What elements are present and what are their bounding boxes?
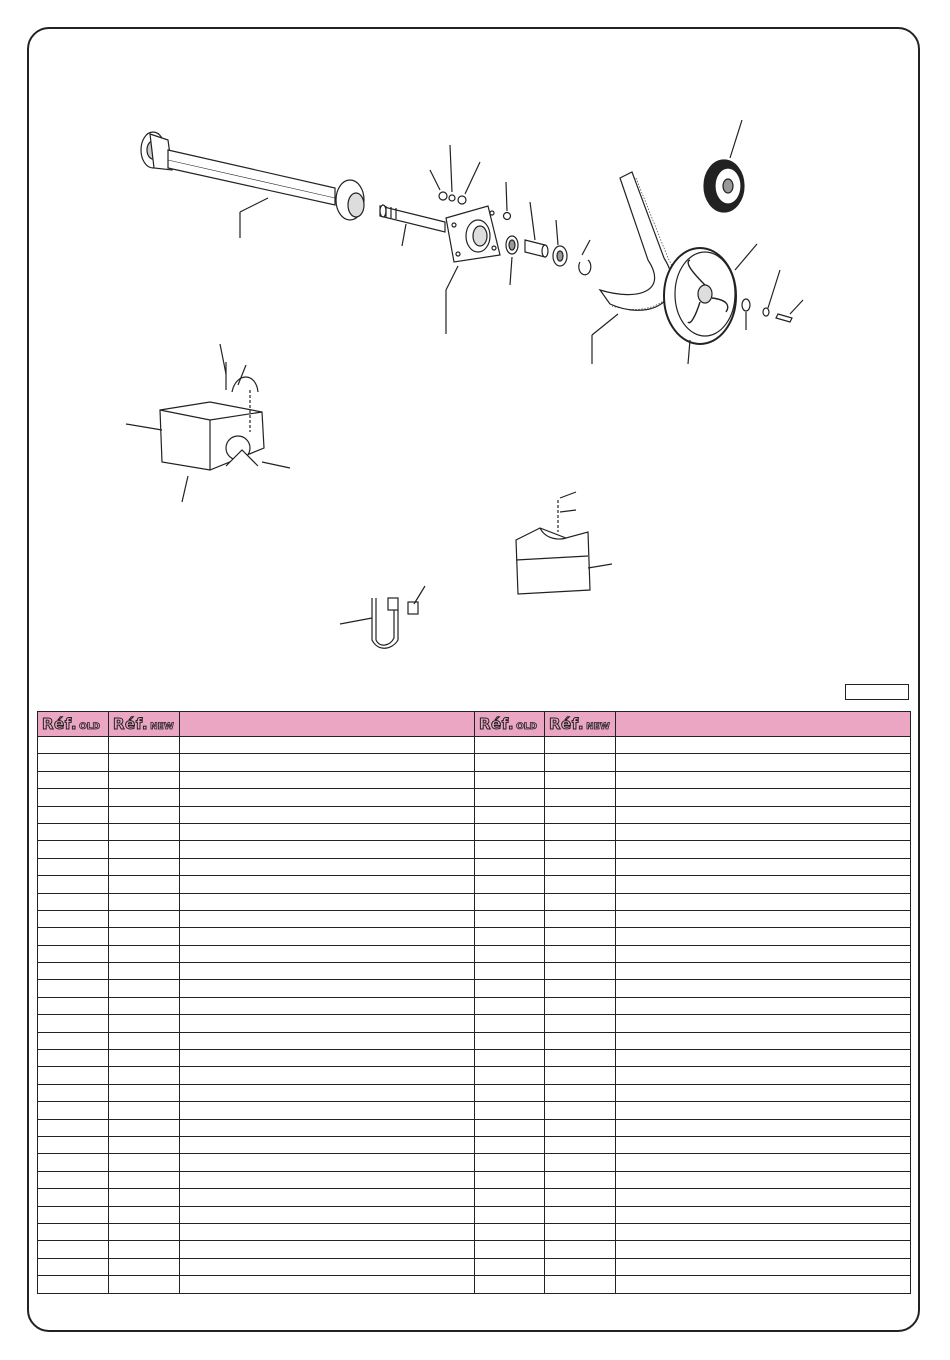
tension-roller-drawing: [704, 120, 744, 212]
table-cell: [180, 1067, 475, 1084]
table-cell: [180, 754, 475, 771]
table-cell: [475, 1015, 545, 1032]
table-cell: [475, 754, 545, 771]
table-cell: [109, 771, 180, 788]
table-cell: [38, 945, 109, 962]
table-row: [38, 980, 911, 997]
table-row: [38, 893, 911, 910]
table-cell: [475, 841, 545, 858]
table-row: [38, 1276, 911, 1293]
table-cell: [180, 737, 475, 754]
table-body: [38, 737, 911, 1294]
parts-table: [37, 711, 911, 1294]
guard-drawing: [126, 344, 290, 502]
table-cell: [109, 893, 180, 910]
table-cell: [545, 1119, 616, 1136]
table-cell: [180, 1206, 475, 1223]
table-row: [38, 858, 911, 875]
table-cell: [109, 980, 180, 997]
table-cell: [545, 841, 616, 858]
table-cell: [616, 910, 911, 927]
table-cell: [545, 876, 616, 893]
table-row: [38, 1067, 911, 1084]
table-cell: [109, 737, 180, 754]
table-cell: [475, 910, 545, 927]
reference-box: [845, 684, 909, 700]
table-cell: [616, 789, 911, 806]
table-row: [38, 1189, 911, 1206]
table-cell: [109, 806, 180, 823]
table-cell: [180, 823, 475, 840]
fasteners-drawing: [430, 145, 511, 220]
table-cell: [545, 1015, 616, 1032]
table-cell: [475, 1136, 545, 1153]
table-cell: [616, 1223, 911, 1240]
table-cell: [475, 1102, 545, 1119]
table-row: [38, 823, 911, 840]
header-description-2: [616, 712, 911, 737]
table-cell: [180, 1171, 475, 1188]
table-row: [38, 928, 911, 945]
table-cell: [545, 1258, 616, 1275]
table-cell: [616, 1067, 911, 1084]
table-cell: [475, 963, 545, 980]
table-cell: [109, 1119, 180, 1136]
table-row: [38, 806, 911, 823]
table-cell: [616, 806, 911, 823]
table-cell: [545, 823, 616, 840]
table-cell: [38, 1154, 109, 1171]
table-cell: [109, 1276, 180, 1293]
table-cell: [109, 1206, 180, 1223]
table-cell: [109, 841, 180, 858]
header-ref-new-2: Réf. NEW: [545, 712, 616, 737]
table-row: [38, 841, 911, 858]
table-row: [38, 1084, 911, 1101]
table-cell: [109, 1015, 180, 1032]
table-cell: [616, 823, 911, 840]
table-row: [38, 1015, 911, 1032]
table-cell: [545, 806, 616, 823]
table-cell: [616, 1189, 911, 1206]
table-cell: [545, 945, 616, 962]
table-cell: [475, 893, 545, 910]
table-cell: [180, 1050, 475, 1067]
table-cell: [616, 963, 911, 980]
table-cell: [475, 1084, 545, 1101]
table-cell: [475, 1171, 545, 1188]
table-row: [38, 997, 911, 1014]
table-cell: [38, 823, 109, 840]
table-cell: [109, 997, 180, 1014]
table-cell: [545, 928, 616, 945]
table-cell: [180, 1119, 475, 1136]
table-cell: [616, 876, 911, 893]
table-cell: [545, 771, 616, 788]
table-cell: [475, 737, 545, 754]
table-cell: [38, 841, 109, 858]
table-cell: [180, 1276, 475, 1293]
table-cell: [545, 1171, 616, 1188]
header-ref-old: Réf. OLD: [38, 712, 109, 737]
table-cell: [545, 1102, 616, 1119]
table-cell: [616, 1084, 911, 1101]
table-cell: [616, 771, 911, 788]
table-cell: [38, 754, 109, 771]
table-cell: [475, 806, 545, 823]
table-row: [38, 1032, 911, 1049]
table-row: [38, 1119, 911, 1136]
table-cell: [38, 1276, 109, 1293]
table-cell: [38, 980, 109, 997]
table-cell: [109, 910, 180, 927]
table-cell: [109, 1154, 180, 1171]
table-cell: [545, 1154, 616, 1171]
table-cell: [109, 858, 180, 875]
table-cell: [545, 1206, 616, 1223]
table-cell: [475, 1223, 545, 1240]
table-cell: [545, 1276, 616, 1293]
table-row: [38, 1154, 911, 1171]
table-cell: [616, 980, 911, 997]
table-cell: [545, 893, 616, 910]
table-row: [38, 771, 911, 788]
table-cell: [616, 1206, 911, 1223]
table-cell: [475, 823, 545, 840]
table-cell: [545, 1189, 616, 1206]
table-cell: [38, 1032, 109, 1049]
table-cell: [616, 1015, 911, 1032]
table-cell: [616, 1136, 911, 1153]
table-cell: [545, 1032, 616, 1049]
table-cell: [475, 876, 545, 893]
table-cell: [180, 806, 475, 823]
table-cell: [180, 1189, 475, 1206]
table-row: [38, 1136, 911, 1153]
table-cell: [475, 945, 545, 962]
v-belt-drawing: [592, 172, 674, 364]
table-cell: [38, 893, 109, 910]
table-cell: [616, 737, 911, 754]
table-cell: [616, 1050, 911, 1067]
table-cell: [545, 1084, 616, 1101]
table-cell: [475, 1067, 545, 1084]
cable-drawing: [340, 586, 425, 648]
table-cell: [545, 858, 616, 875]
table-cell: [109, 876, 180, 893]
table-cell: [109, 1223, 180, 1240]
table-cell: [38, 1050, 109, 1067]
table-cell: [109, 789, 180, 806]
table-row: [38, 1241, 911, 1258]
table-cell: [475, 1258, 545, 1275]
table-cell: [109, 1067, 180, 1084]
table-cell: [616, 1171, 911, 1188]
table-cell: [38, 771, 109, 788]
table-cell: [616, 1241, 911, 1258]
table-cell: [475, 1189, 545, 1206]
table-cell: [38, 876, 109, 893]
table-cell: [180, 771, 475, 788]
table-cell: [475, 928, 545, 945]
table-cell: [180, 1154, 475, 1171]
table-cell: [38, 1258, 109, 1275]
table-header-row: [38, 712, 911, 737]
table-cell: [616, 1276, 911, 1293]
table-cell: [475, 1032, 545, 1049]
table-cell: [109, 1084, 180, 1101]
table-cell: [475, 1206, 545, 1223]
table-cell: [475, 1050, 545, 1067]
header-ref-new: Réf. NEW: [109, 712, 180, 737]
table-cell: [109, 1189, 180, 1206]
table-cell: [38, 928, 109, 945]
table-cell: [38, 806, 109, 823]
header-ref-old-2: Réf. OLD: [475, 712, 545, 737]
table-cell: [180, 1032, 475, 1049]
table-row: [38, 1102, 911, 1119]
table-cell: [180, 841, 475, 858]
table-cell: [180, 876, 475, 893]
table-cell: [38, 1067, 109, 1084]
table-cell: [109, 754, 180, 771]
table-cell: [109, 823, 180, 840]
table-cell: [180, 910, 475, 927]
table-cell: [545, 963, 616, 980]
table-cell: [616, 841, 911, 858]
table-row: [38, 1171, 911, 1188]
table-cell: [180, 945, 475, 962]
table-cell: [545, 1241, 616, 1258]
table-cell: [38, 737, 109, 754]
bearings-drawing: [506, 202, 591, 285]
table-cell: [616, 997, 911, 1014]
table-cell: [180, 893, 475, 910]
table-cell: [545, 737, 616, 754]
splined-shaft-drawing: [380, 205, 445, 246]
table-cell: [616, 858, 911, 875]
table-cell: [545, 997, 616, 1014]
table-cell: [616, 1119, 911, 1136]
table-cell: [545, 1067, 616, 1084]
pto-shaft-drawing: [141, 132, 364, 238]
table-cell: [475, 980, 545, 997]
table-row: [38, 910, 911, 927]
table-cell: [38, 997, 109, 1014]
table-cell: [109, 1050, 180, 1067]
table-cell: [38, 1223, 109, 1240]
table-row: [38, 1050, 911, 1067]
table-cell: [616, 754, 911, 771]
table-cell: [109, 963, 180, 980]
table-cell: [545, 789, 616, 806]
table-cell: [109, 1241, 180, 1258]
table-cell: [38, 1102, 109, 1119]
table-cell: [475, 1119, 545, 1136]
table-cell: [475, 1241, 545, 1258]
table-cell: [109, 1171, 180, 1188]
table-cell: [616, 1154, 911, 1171]
bearing-flange-drawing: [446, 206, 500, 334]
table-cell: [38, 910, 109, 927]
table-cell: [38, 963, 109, 980]
table-cell: [38, 789, 109, 806]
table-cell: [109, 1102, 180, 1119]
table-cell: [616, 1102, 911, 1119]
table-cell: [38, 1084, 109, 1101]
table-cell: [545, 910, 616, 927]
table-cell: [38, 1015, 109, 1032]
table-cell: [180, 997, 475, 1014]
table-cell: [180, 858, 475, 875]
table-row: [38, 876, 911, 893]
table-cell: [616, 928, 911, 945]
pulley-fasteners-drawing: [742, 270, 803, 330]
table-cell: [180, 1015, 475, 1032]
table-row: [38, 963, 911, 980]
table-cell: [475, 789, 545, 806]
table-cell: [180, 789, 475, 806]
table-row: [38, 1223, 911, 1240]
table-cell: [180, 928, 475, 945]
table-cell: [38, 1206, 109, 1223]
table-cell: [180, 980, 475, 997]
table-row: [38, 945, 911, 962]
table-cell: [616, 1258, 911, 1275]
table-cell: [545, 1050, 616, 1067]
table-row: [38, 754, 911, 771]
table-cell: [180, 963, 475, 980]
table-cell: [180, 1223, 475, 1240]
table-row: [38, 1206, 911, 1223]
header-description: [180, 712, 475, 737]
cover-drawing: [516, 492, 612, 594]
table-row: [38, 737, 911, 754]
table-cell: [38, 1136, 109, 1153]
table-cell: [180, 1102, 475, 1119]
table-cell: [38, 858, 109, 875]
table-cell: [109, 1136, 180, 1153]
table-cell: [475, 1154, 545, 1171]
table-row: [38, 1258, 911, 1275]
table-cell: [109, 1258, 180, 1275]
table-cell: [38, 1241, 109, 1258]
table-cell: [475, 858, 545, 875]
table-cell: [38, 1171, 109, 1188]
table-cell: [475, 997, 545, 1014]
table-cell: [475, 1276, 545, 1293]
table-cell: [180, 1084, 475, 1101]
table-cell: [545, 1223, 616, 1240]
table-cell: [180, 1241, 475, 1258]
table-cell: [475, 771, 545, 788]
table-row: [38, 789, 911, 806]
table-cell: [38, 1119, 109, 1136]
table-cell: [616, 893, 911, 910]
table-cell: [180, 1136, 475, 1153]
table-cell: [38, 1189, 109, 1206]
table-cell: [545, 754, 616, 771]
table-cell: [109, 945, 180, 962]
table-cell: [616, 1032, 911, 1049]
table-cell: [616, 945, 911, 962]
table-cell: [545, 980, 616, 997]
table-cell: [180, 1258, 475, 1275]
table-cell: [109, 1032, 180, 1049]
table-cell: [545, 1136, 616, 1153]
table-cell: [109, 928, 180, 945]
